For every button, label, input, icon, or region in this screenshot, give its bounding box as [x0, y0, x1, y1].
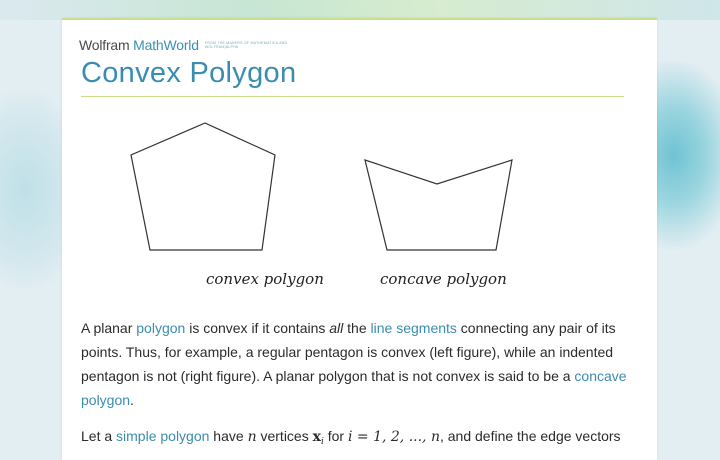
convex-pentagon — [131, 123, 275, 250]
link-polygon[interactable]: polygon — [136, 320, 186, 336]
page-title: Convex Polygon — [81, 57, 297, 89]
brand-tagline: FROM THE MAKERS OF MATHEMATICA AND WOLFRAM|ALPHA — [204, 40, 288, 49]
caption-convex: convex polygon — [206, 270, 324, 288]
link-line-segments[interactable]: line segments — [370, 320, 457, 336]
polygon-figure — [62, 100, 657, 300]
article-card — [62, 18, 657, 460]
caption-concave: concave polygon — [380, 270, 507, 288]
brand-name: Wolfram MathWorld — [79, 37, 199, 53]
link-concave-polygon[interactable]: concave polygon — [81, 368, 627, 408]
edge-vectors-paragraph: Let a simple polygon have n vertices $x_i$ for i = 1, 2, ..., n, and define the edge vectors — [81, 428, 621, 447]
title-divider — [81, 96, 624, 97]
polygon-illustration — [62, 100, 657, 300]
mathworld-logo[interactable] — [79, 37, 295, 53]
link-simple-polygon[interactable]: simple polygon — [116, 428, 210, 444]
top-gradient-band — [0, 0, 720, 20]
definition-paragraph: A planar polygon is convex if it contains all the line segments connecting any pair of its points. Thus, for example, a regular pentagon is convex (left figure), while an indented pentagon is not (right figure). A planar polygon that is not convex is said to be a concave polygon. — [81, 320, 627, 408]
concave-pentagon — [365, 160, 512, 250]
